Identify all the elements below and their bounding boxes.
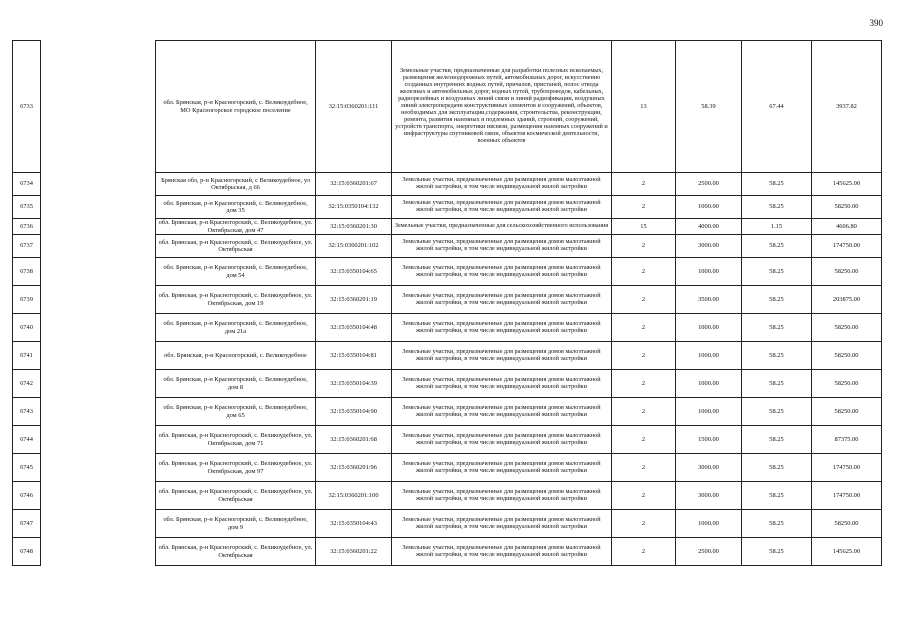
- area-cell: 1000.00: [676, 314, 742, 342]
- address-cell: обл. Брянская, р-н Красногорский, с. Великоудебное, ул. Октябрьская, дом 71: [156, 426, 316, 454]
- table-row: [13, 314, 882, 342]
- specific-value-cell: 67.44: [742, 41, 812, 173]
- row-number-cell: 6738: [13, 258, 41, 286]
- group-number-cell: 13: [612, 41, 676, 173]
- specific-value-cell: 58.25: [742, 510, 812, 538]
- blank-cell: [41, 41, 156, 173]
- land-use-purpose-cell: Земельные участки, предназначенные для разработки полезных ископаемых, размещения железнодорожных путей, автомобильных дорог, искусственно созданных внутренних водных путей, причалов, пристаней, полос отвода железных и автомобильных дорог, водных путей, трубопроводов, кабельных, радиорелейных и воздушных линий связи и линий радиофикации, воздушных линий электропередачи конструктивных элементов и сооружений, объектов, необходимых для эксплуатации,содержания, строительства, реконструкции, ремонта, развития наземных и подземных зданий, строений, сооружений, устройств транспорта, энергетики ивсвязи, размещения наземных сооружений и инфраструктуры спутниковой связи, объектов космической деятельности, военных объектов: [392, 41, 612, 173]
- specific-value-cell: 58.25: [742, 370, 812, 398]
- row-number-cell: 6741: [13, 342, 41, 370]
- table-row: [13, 538, 882, 566]
- row-number-cell: 6743: [13, 398, 41, 426]
- address-cell: обл. Брянская, р-н Красногорский, с. Великоудебное, ул. Октябрьская: [156, 482, 316, 510]
- cadastral-value-cell: 174750.00: [812, 482, 882, 510]
- cadastral-value-table: [12, 40, 882, 566]
- row-number-cell: 6740: [13, 314, 41, 342]
- blank-cell: [41, 454, 156, 482]
- area-cell: 1000.00: [676, 196, 742, 219]
- group-number-cell: 2: [612, 173, 676, 196]
- area-cell: 1000.00: [676, 370, 742, 398]
- table-row: [13, 219, 882, 235]
- area-cell: 2500.00: [676, 173, 742, 196]
- cadastral-value-cell: 58250.00: [812, 510, 882, 538]
- cadastral-number-cell: 32:15:0350104:43: [316, 510, 392, 538]
- table-row: [13, 286, 882, 314]
- group-number-cell: 2: [612, 398, 676, 426]
- row-number-cell: 6734: [13, 173, 41, 196]
- area-cell: 1000.00: [676, 398, 742, 426]
- address-cell: обл. Брянская, р-н Красногорский, с. Великоудебное, дом 35: [156, 196, 316, 219]
- blank-cell: [41, 482, 156, 510]
- address-cell: обл. Брянская, р-н Красногорский, с. Великоудебное, ул. Октябрьская, дом 97: [156, 454, 316, 482]
- group-number-cell: 2: [612, 314, 676, 342]
- blank-cell: [41, 398, 156, 426]
- address-cell: обл. Брянская, р-н Красногорский, с. Великоудебное, дом 21а: [156, 314, 316, 342]
- area-cell: 58.39: [676, 41, 742, 173]
- table-row: [13, 510, 882, 538]
- cadastral-number-cell: 32:15:0360201:68: [316, 426, 392, 454]
- table-row: [13, 454, 882, 482]
- cadastral-number-cell: 32:15:0350104:132: [316, 196, 392, 219]
- area-cell: 1000.00: [676, 342, 742, 370]
- cadastral-value-cell: 58250.00: [812, 398, 882, 426]
- address-cell: обл. Брянская, р-н Красногорский, с. Великоудебное, дом 9: [156, 510, 316, 538]
- land-use-purpose-cell: Земельные участки, предназначенные для размещения домов малоэтажной жилой застройки, в том числе индивидуальной жилой застройки: [392, 342, 612, 370]
- blank-cell: [41, 342, 156, 370]
- land-use-purpose-cell: Земельные участки, предназначенные для размещения домов малоэтажной жилой застройки, в том числе индивидуальной жилой застройки: [392, 398, 612, 426]
- land-use-purpose-cell: Земельные участки, предназначенные для размещения домов малоэтажной жилой застройки, в том числе индивидуальной жилой застройки: [392, 370, 612, 398]
- table-body: [13, 41, 882, 566]
- row-number-cell: 6733: [13, 41, 41, 173]
- cadastral-number-cell: 32:15:0350104:39: [316, 370, 392, 398]
- blank-cell: [41, 314, 156, 342]
- area-cell: 4000.00: [676, 219, 742, 235]
- cadastral-value-cell: 4606.80: [812, 219, 882, 235]
- area-cell: 2500.00: [676, 538, 742, 566]
- address-cell: обл. Брянская, р-н Красногорский, с. Великоудебное, ул. Октябрьская, дом 19: [156, 286, 316, 314]
- address-cell: обл. Брянская, р-н Красногорский, с. Великоудебное, МО Красногорское городское поселение: [156, 41, 316, 173]
- blank-cell: [41, 219, 156, 235]
- cadastral-value-cell: 145625.00: [812, 538, 882, 566]
- group-number-cell: 2: [612, 342, 676, 370]
- land-use-purpose-cell: Земельные участки, предназначенные для размещения домов малоэтажной жилой застройки, в том числе индивидуальной жилой застройки: [392, 235, 612, 258]
- address-cell: обл. Брянская, р-н Красногорский, с. Великоудебное, дом 8: [156, 370, 316, 398]
- cadastral-value-cell: 58250.00: [812, 314, 882, 342]
- area-cell: 3000.00: [676, 235, 742, 258]
- cadastral-value-cell: 58250.00: [812, 258, 882, 286]
- address-cell: Брянская обл, р-н Красногорский, с Великоудебное, ул Октябрьская, д 66: [156, 173, 316, 196]
- cadastral-value-cell: 174750.00: [812, 454, 882, 482]
- address-cell: обл. Брянская, р-н Красногорский, с. Великоудебное, ул. Октябрьская: [156, 235, 316, 258]
- area-cell: 1000.00: [676, 510, 742, 538]
- row-number-cell: 6737: [13, 235, 41, 258]
- table-row: [13, 426, 882, 454]
- area-cell: 3000.00: [676, 454, 742, 482]
- specific-value-cell: 58.25: [742, 454, 812, 482]
- specific-value-cell: 58.25: [742, 258, 812, 286]
- specific-value-cell: 58.25: [742, 314, 812, 342]
- address-cell: обл. Брянская, р-н Красногорский, с. Великоудебное, ул. Октябрьская: [156, 538, 316, 566]
- cadastral-number-cell: 32:15:0360201:67: [316, 173, 392, 196]
- blank-cell: [41, 426, 156, 454]
- land-use-purpose-cell: Земельные участки, предназначенные для размещения домов малоэтажной жилой застройки, в том числе индивидуальной жилой застройки: [392, 426, 612, 454]
- row-number-cell: 6735: [13, 196, 41, 219]
- cadastral-value-cell: 58250.00: [812, 370, 882, 398]
- cadastral-number-cell: 32:15:0350104:81: [316, 342, 392, 370]
- land-use-purpose-cell: Земельные участки, предназначенные для размещения домов малоэтажной жилой застройки, в том числе индивидуальной жилой застройки: [392, 196, 612, 219]
- area-cell: 1500.00: [676, 426, 742, 454]
- cadastral-number-cell: 32:15:0360201:102: [316, 235, 392, 258]
- cadastral-value-cell: 3937.82: [812, 41, 882, 173]
- blank-cell: [41, 235, 156, 258]
- area-cell: 1000.00: [676, 258, 742, 286]
- group-number-cell: 2: [612, 235, 676, 258]
- cadastral-number-cell: 32:15:0350104:48: [316, 314, 392, 342]
- table-row: [13, 235, 882, 258]
- cadastral-number-cell: 32:15:0360201:19: [316, 286, 392, 314]
- row-number-cell: 6744: [13, 426, 41, 454]
- land-use-purpose-cell: Земельные участки, предназначенные для сельскохозяйственного использования: [392, 219, 612, 235]
- group-number-cell: 2: [612, 538, 676, 566]
- row-number-cell: 6736: [13, 219, 41, 235]
- table-row: [13, 258, 882, 286]
- specific-value-cell: 1.15: [742, 219, 812, 235]
- land-use-purpose-cell: Земельные участки, предназначенные для размещения домов малоэтажной жилой застройки, в том числе индивидуальной жилой застройки: [392, 286, 612, 314]
- specific-value-cell: 58.25: [742, 342, 812, 370]
- land-use-purpose-cell: Земельные участки, предназначенные для размещения домов малоэтажной жилой застройки, в том числе индивидуальной жилой застройки: [392, 314, 612, 342]
- group-number-cell: 15: [612, 219, 676, 235]
- blank-cell: [41, 538, 156, 566]
- cadastral-value-cell: 58250.00: [812, 196, 882, 219]
- table-row: [13, 41, 882, 173]
- address-cell: обл. Брянская, р-н Красногорский, с. Великоудебное, ул. Октябрьская, дом 47: [156, 219, 316, 235]
- group-number-cell: 2: [612, 510, 676, 538]
- cadastral-value-cell: 58250.00: [812, 342, 882, 370]
- blank-cell: [41, 286, 156, 314]
- land-use-purpose-cell: Земельные участки, предназначенные для размещения домов малоэтажной жилой застройки, в том числе индивидуальной жилой застройки: [392, 510, 612, 538]
- specific-value-cell: 58.25: [742, 482, 812, 510]
- land-use-purpose-cell: Земельные участки, предназначенные для размещения домов малоэтажной жилой застройки, в том числе индивидуальной жилой застройки: [392, 482, 612, 510]
- group-number-cell: 2: [612, 196, 676, 219]
- table-row: [13, 370, 882, 398]
- cadastral-value-cell: 203875.00: [812, 286, 882, 314]
- address-cell: обл. Брянская, р-н Красногорский, с. Великоудебное, дом 54: [156, 258, 316, 286]
- cadastral-number-cell: 32:15:0360201:22: [316, 538, 392, 566]
- specific-value-cell: 58.25: [742, 173, 812, 196]
- group-number-cell: 2: [612, 482, 676, 510]
- specific-value-cell: 58.25: [742, 196, 812, 219]
- cadastral-number-cell: 32:15:0360201:100: [316, 482, 392, 510]
- table-row: [13, 342, 882, 370]
- blank-cell: [41, 196, 156, 219]
- row-number-cell: 6746: [13, 482, 41, 510]
- group-number-cell: 2: [612, 286, 676, 314]
- blank-cell: [41, 510, 156, 538]
- row-number-cell: 6748: [13, 538, 41, 566]
- land-use-purpose-cell: Земельные участки, предназначенные для размещения домов малоэтажной жилой застройки, в том числе индивидуальной жилой застройки: [392, 454, 612, 482]
- area-cell: 3500.00: [676, 286, 742, 314]
- table-row: [13, 196, 882, 219]
- blank-cell: [41, 258, 156, 286]
- address-cell: обл. Брянская, р-н Красногорский, с. Великоудебное: [156, 342, 316, 370]
- table-row: [13, 173, 882, 196]
- land-use-purpose-cell: Земельные участки, предназначенные для размещения домов малоэтажной жилой застройки, в том числе индивидуальной жилой застройки: [392, 258, 612, 286]
- address-cell: обл. Брянская, р-н Красногорский, с. Великоудебное, дом 65: [156, 398, 316, 426]
- blank-cell: [41, 173, 156, 196]
- cadastral-number-cell: 32:15:0360201:96: [316, 454, 392, 482]
- row-number-cell: 6747: [13, 510, 41, 538]
- row-number-cell: 6745: [13, 454, 41, 482]
- group-number-cell: 2: [612, 258, 676, 286]
- specific-value-cell: 58.25: [742, 235, 812, 258]
- cadastral-value-cell: 174750.00: [812, 235, 882, 258]
- specific-value-cell: 58.25: [742, 286, 812, 314]
- cadastral-number-cell: 32:15:0350104:90: [316, 398, 392, 426]
- land-use-purpose-cell: Земельные участки, предназначенные для размещения домов малоэтажной жилой застройки, в том числе индивидуальной жилой застройки: [392, 173, 612, 196]
- cadastral-value-cell: 87375.00: [812, 426, 882, 454]
- cadastral-number-cell: 32:15:0360201:30: [316, 219, 392, 235]
- cadastral-value-cell: 145625.00: [812, 173, 882, 196]
- specific-value-cell: 58.25: [742, 398, 812, 426]
- cadastral-number-cell: 32:15:0360201:111: [316, 41, 392, 173]
- specific-value-cell: 58.25: [742, 426, 812, 454]
- page-number: 390: [869, 18, 883, 28]
- blank-cell: [41, 370, 156, 398]
- group-number-cell: 2: [612, 454, 676, 482]
- row-number-cell: 6739: [13, 286, 41, 314]
- group-number-cell: 2: [612, 370, 676, 398]
- table-row: [13, 398, 882, 426]
- table-row: [13, 482, 882, 510]
- cadastral-number-cell: 32:15:0350104:65: [316, 258, 392, 286]
- group-number-cell: 2: [612, 426, 676, 454]
- specific-value-cell: 58.25: [742, 538, 812, 566]
- area-cell: 3000.00: [676, 482, 742, 510]
- land-use-purpose-cell: Земельные участки, предназначенные для размещения домов малоэтажной жилой застройки, в том числе индивидуальной жилой застройки: [392, 538, 612, 566]
- row-number-cell: 6742: [13, 370, 41, 398]
